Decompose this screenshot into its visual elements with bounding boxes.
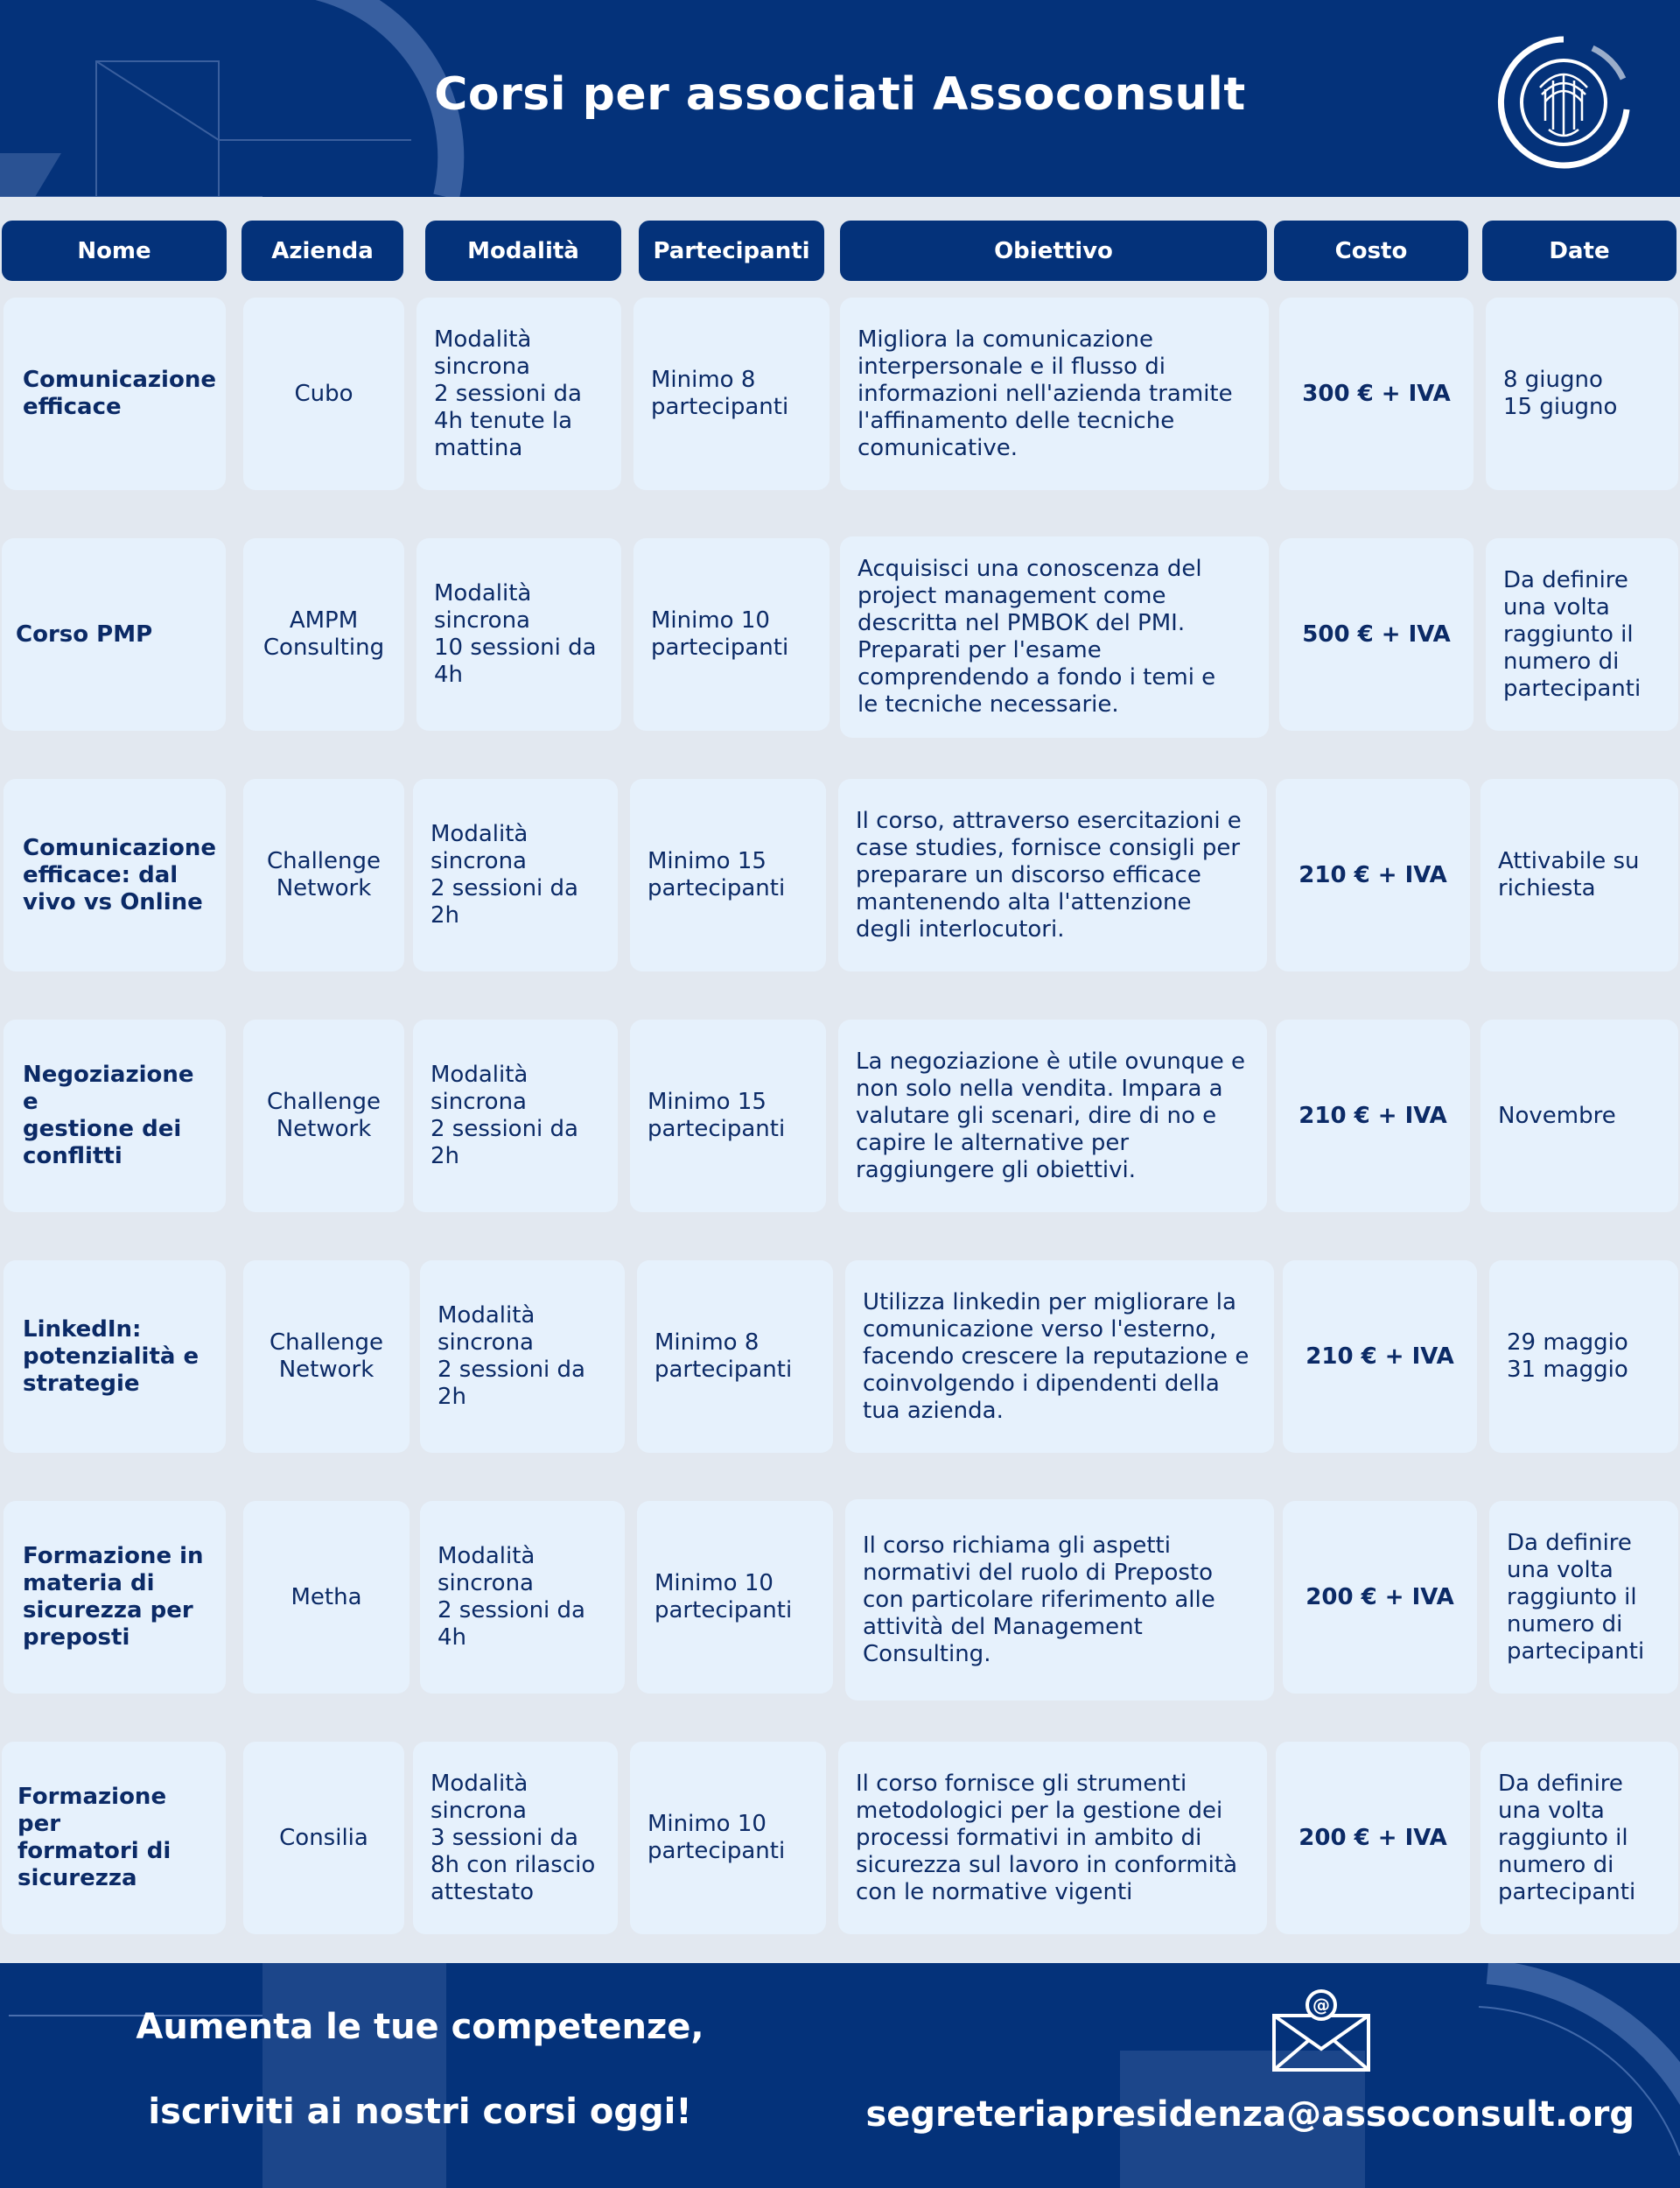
cell-costo: 210 € + IVA [1276,779,1470,971]
page-title: Corsi per associati Assoconsult [434,68,1246,121]
page-footer [0,1963,1680,2188]
cell-obiettivo: Il corso fornisce gli strumenti metodologici per la gestione dei processi formativi in ambito di sicurezza sul lavoro in conformità con le normative vigenti [838,1742,1267,1934]
envelope-at-icon [1270,1989,1372,2073]
cell-date: Attivabile su richiesta [1480,779,1678,971]
cell-azienda: Challenge Network [243,1260,410,1453]
cell-partecipanti: Minimo 10 partecipanti [637,1501,833,1694]
cell-obiettivo: La negoziazione è utile ovunque e non solo nella vendita. Impara a valutare gli scenari, dire di no e capire le alternative per raggiungere gli obiettivi. [838,1020,1267,1212]
cell-modalita: Modalità sincrona 2 sessioni da 4h tenute la mattina [416,298,621,490]
cell-costo: 200 € + IVA [1283,1501,1477,1694]
column-header-costo: Costo [1274,221,1468,281]
cell-azienda: Consilia [243,1742,404,1934]
column-header-azienda: Azienda [242,221,403,281]
cell-date: Novembre [1480,1020,1678,1212]
cell-date: 8 giugno 15 giugno [1486,298,1678,490]
cell-obiettivo: Migliora la comunicazione interpersonale e il flusso di informazioni nell'azienda tramite l'affinamento delle tecniche comunicative. [840,298,1269,490]
table-row [0,1252,1680,1457]
cell-partecipanti: Minimo 15 partecipanti [630,779,826,971]
cell-nome: LinkedIn: potenzialità e strategie [4,1260,226,1453]
cell-date: Da definire una volta raggiunto il numero di partecipanti [1486,538,1678,731]
cell-obiettivo: Utilizza linkedin per migliorare la comunicazione verso l'esterno, facendo crescere la reputazione e coinvolgendo i dipendenti della tua azienda. [845,1260,1274,1453]
svg-text:@: @ [1312,1995,1330,2016]
cell-modalita: Modalità sincrona 2 sessioni da 2h [420,1260,625,1453]
cell-modalita: Modalità sincrona 3 sessioni da 8h con rilascio attestato [413,1742,618,1934]
table-row [0,289,1680,494]
cell-partecipanti: Minimo 8 partecipanti [634,298,830,490]
cell-costo: 200 € + IVA [1276,1742,1470,1934]
cell-nome: Negoziazione e gestione dei conflitti [4,1020,226,1212]
column-header-obiettivo: Obiettivo [840,221,1267,281]
cell-costo: 500 € + IVA [1279,538,1474,731]
cell-nome: Formazione in materia di sicurezza per preposti [4,1501,226,1694]
cell-modalita: Modalità sincrona 2 sessioni da 4h [420,1501,625,1694]
cell-partecipanti: Minimo 10 partecipanti [630,1742,826,1934]
table-row [0,1733,1680,1939]
cell-nome: Comunicazione efficace [4,298,226,490]
cell-azienda: Metha [243,1501,410,1694]
cell-azienda: Challenge Network [243,779,404,971]
slogan-line-2: iscriviti ai nostri corsi oggi! [148,2092,692,2132]
cell-obiettivo: Il corso richiama gli aspetti normativi del ruolo di Preposto con particolare riferimento alle attività del Management Consulting. [845,1499,1274,1701]
cell-obiettivo: Il corso, attraverso esercitazioni e case studies, fornisce consigli per preparare un discorso efficace mantenendo alta l'attenzione degli interlocutori. [838,779,1267,971]
table-row [0,770,1680,976]
cell-nome: Formazione per formatori di sicurezza [2,1742,226,1934]
table-row [0,529,1680,735]
cell-modalita: Modalità sincrona 10 sessioni da 4h [416,538,621,731]
cell-date: 29 maggio 31 maggio [1489,1260,1678,1453]
cell-costo: 210 € + IVA [1276,1020,1470,1212]
cell-date: Da definire una volta raggiunto il numero di partecipanti [1489,1501,1678,1694]
column-header-date: Date [1482,221,1676,281]
cell-partecipanti: Minimo 15 partecipanti [630,1020,826,1212]
cell-azienda: Challenge Network [243,1020,404,1212]
cell-nome: Comunicazione efficace: dal vivo vs Online [4,779,226,971]
column-header-partecipanti: Partecipanti [639,221,824,281]
table-row [0,1492,1680,1698]
cell-azienda: AMPM Consulting [243,538,404,731]
slogan-line-1: Aumenta le tue competenze, [136,2007,704,2047]
cell-modalita: Modalità sincrona 2 sessioni da 2h [413,779,618,971]
cell-partecipanti: Minimo 8 partecipanti [637,1260,833,1453]
contact-email-link[interactable]: segreteriapresidenza@assoconsult.org [865,2094,1634,2135]
cell-costo: 300 € + IVA [1279,298,1474,490]
cell-nome: Corso PMP [2,538,226,731]
cell-partecipanti: Minimo 10 partecipanti [634,538,830,731]
column-header-modalita: Modalità [425,221,621,281]
page-header [0,0,1680,197]
cell-date: Da definire una volta raggiunto il numero di partecipanti [1480,1742,1678,1934]
confindustria-eagle-logo [1488,26,1641,179]
column-header-nome: Nome [2,221,227,281]
cell-azienda: Cubo [243,298,404,490]
cell-modalita: Modalità sincrona 2 sessioni da 2h [413,1020,618,1212]
footer-decoration [0,1963,1680,2188]
cell-obiettivo: Acquisisci una conoscenza del project management come descritta nel PMBOK del PMI. Preparati per l'esame comprendendo a fondo i temi e le tecniche necessarie. [840,536,1269,738]
cell-costo: 210 € + IVA [1283,1260,1477,1453]
table-row [0,1011,1680,1217]
